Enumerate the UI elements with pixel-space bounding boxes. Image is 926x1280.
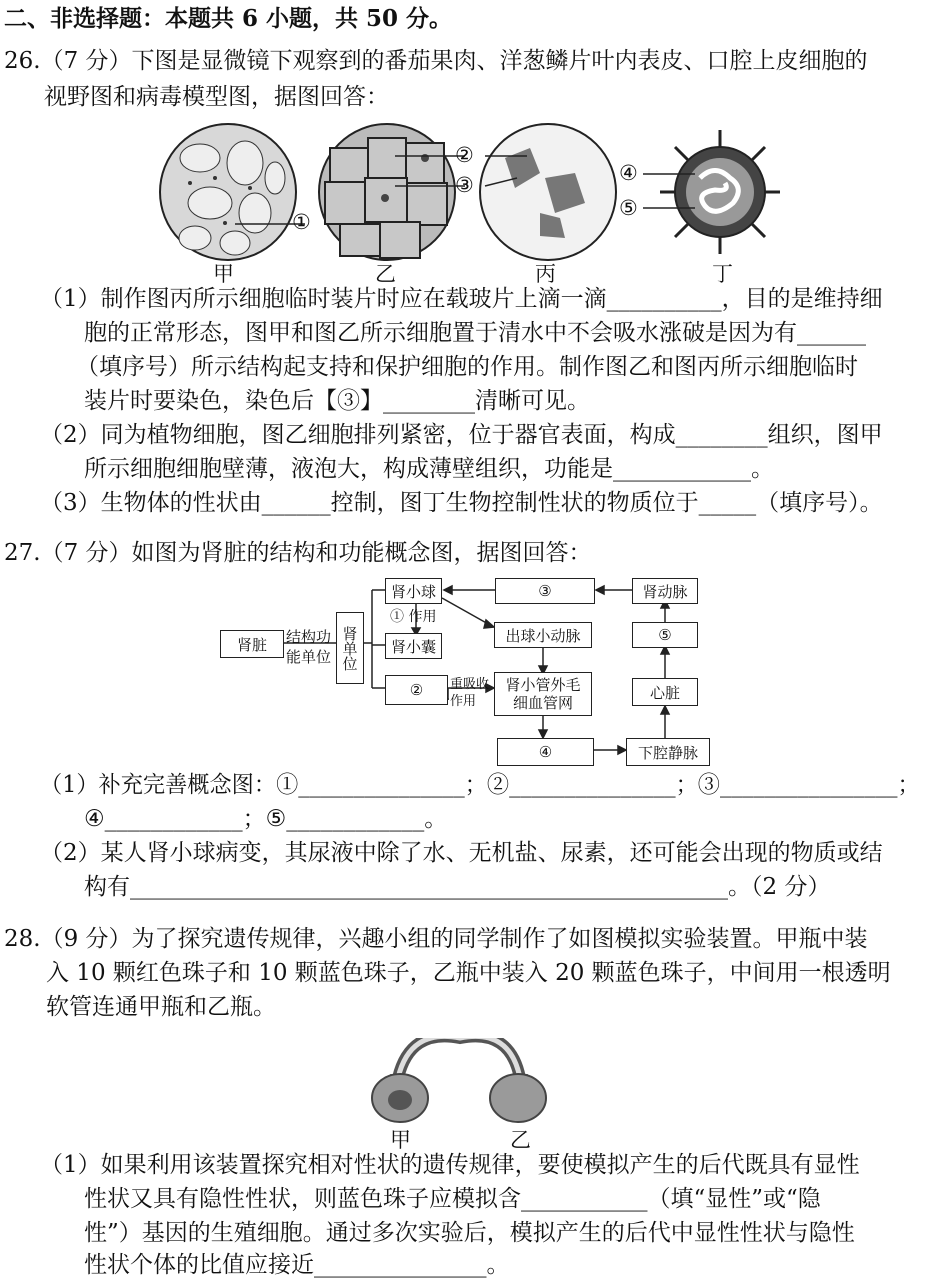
q28-bottle-apparatus <box>360 1038 560 1128</box>
label-struct-unit: 结构功能单位 <box>286 628 332 666</box>
q26-sub2-line2: 所示细胞细胞壁薄，液泡大，构成薄壁组织，功能是____________。 <box>84 456 774 482</box>
box-efferent: 出球小动脉 <box>494 622 592 648</box>
label-reabsorb: 重吸收作用 <box>450 677 490 709</box>
box-blank2: ② <box>385 675 448 705</box>
q26-stem-line2: 视野图和病毒模型图，据图回答： <box>44 84 389 110</box>
box-capsule: 肾小囊 <box>385 633 442 659</box>
q27-sub1-line2: ④____________；⑤____________。 <box>84 806 448 832</box>
figure-bing-cells <box>480 124 616 260</box>
box-nephron: 肾单位 <box>336 612 364 684</box>
q26-sub1-line3: （填序号）所示结构起支持和保护细胞的作用。制作图乙和图丙所示细胞临时 <box>76 354 858 380</box>
bottle-label-jia: 甲 <box>390 1128 411 1152</box>
box-glomerulus: 肾小球 <box>385 578 442 604</box>
figure-label-jia: 甲 <box>213 262 234 286</box>
box-vena-cava: 下腔静脉 <box>626 738 710 766</box>
box-blank3: ③ <box>495 578 595 604</box>
marker-5: ⑤ <box>619 196 638 220</box>
q28-sub1-line2: 性状又具有隐性性状，则蓝色珠子应模拟含___________（填“显性”或“隐 <box>84 1186 821 1212</box>
marker-1: ① <box>292 210 311 234</box>
figure-ding-virus <box>660 130 780 254</box>
q28-sub1-line4: 性状个体的比值应接近_______________。 <box>84 1252 510 1278</box>
q27-diagram-lines <box>0 570 926 770</box>
marker-2: ② <box>455 143 474 167</box>
label-action1: ① 作用 <box>390 609 437 625</box>
q28-stem-line1: 28.（9 分）为了探究遗传规律，兴趣小组的同学制作了如图模拟实验装置。甲瓶中装 <box>4 926 868 952</box>
q26-stem-line1: 26.（7 分）下图是显微镜下观察到的番茄果肉、洋葱鳞片叶内表皮、口腔上皮细胞的 <box>4 48 868 74</box>
box-blank5: ⑤ <box>632 622 698 648</box>
bottle-label-yi: 乙 <box>510 1128 531 1152</box>
q28-sub1-line1: （1）如果利用该装置探究相对性状的遗传规律，要使模拟产生的后代既具有显性 <box>40 1152 860 1178</box>
q27-sub1-line1: （1）补充完善概念图：①_______________；②_______________；③________________； <box>40 772 920 798</box>
q26-figure <box>155 118 805 278</box>
q27-sub2-line1: （2）某人肾小球病变，其尿液中除了水、无机盐、尿素，还可能会出现的物质或结 <box>40 840 883 866</box>
figure-label-ding: 丁 <box>712 262 733 286</box>
q27-stem: 27.（7 分）如图为肾脏的结构和功能概念图，据图回答： <box>4 540 592 566</box>
marker-4: ④ <box>619 161 638 185</box>
q27-sub2-line2: 构有____________________________________________________。（2 分） <box>84 874 831 900</box>
box-blank4: ④ <box>497 738 594 766</box>
bottle-jia <box>372 1074 428 1122</box>
box-kidney: 肾脏 <box>220 630 284 658</box>
figure-label-bing: 丙 <box>535 262 556 286</box>
q26-sub1-line2: 胞的正常形态，图甲和图乙所示细胞置于清水中不会吸水涨破是因为有______ <box>84 320 866 346</box>
box-renal-artery: 肾动脉 <box>632 578 698 604</box>
figure-yi-cells <box>319 124 455 260</box>
box-heart: 心脏 <box>632 678 698 706</box>
q28-stem-line2: 入 10 颗红色珠子和 10 颗蓝色珠子，乙瓶中装入 20 颗蓝色珠子，中间用一根透明 <box>46 960 891 986</box>
q26-sub3-line1: （3）生物体的性状由______控制，图丁生物控制性状的物质位于_____（填序号）。 <box>40 490 883 516</box>
section-header: 二、非选择题：本题共 6 小题，共 50 分。 <box>4 5 453 32</box>
q28-stem-line3: 软管连通甲瓶和乙瓶。 <box>46 994 276 1020</box>
figure-jia-cells <box>160 124 296 260</box>
bottle-yi <box>490 1074 546 1122</box>
box-capillary: 肾小管外毛细血管网 <box>494 672 592 716</box>
q26-sub1-line4: 装片时要染色，染色后【③】________清晰可见。 <box>84 388 590 414</box>
marker-3: ③ <box>455 173 474 197</box>
q26-sub2-line1: （2）同为植物细胞，图乙细胞排列紧密，位于器官表面，构成________组织，图甲 <box>40 422 883 448</box>
q28-sub1-line3: 性”）基因的生殖细胞。通过多次实验后，模拟产生的后代中显性性状与隐性 <box>84 1220 855 1246</box>
figure-label-yi: 乙 <box>375 262 396 286</box>
q26-sub1-line1: （1）制作图丙所示细胞临时装片时应在载玻片上滴一滴__________，目的是维持细 <box>40 286 883 312</box>
